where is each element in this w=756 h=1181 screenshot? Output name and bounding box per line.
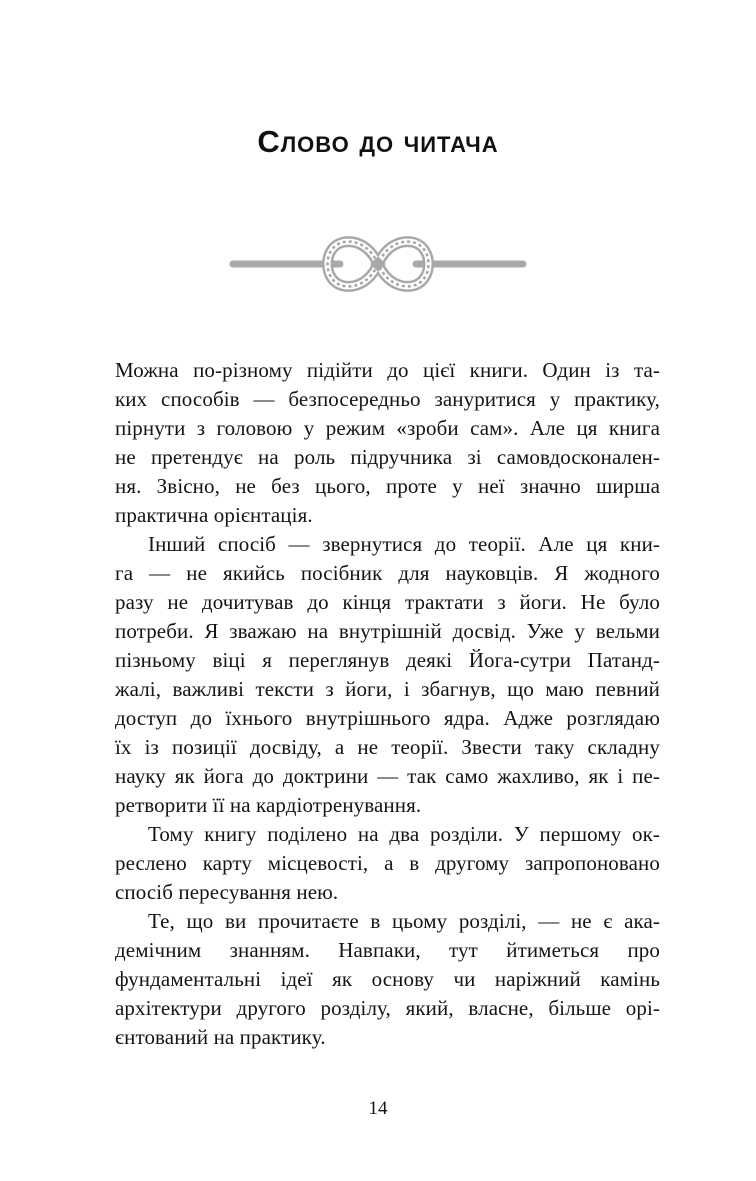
paragraph — [115, 530, 660, 820]
text-line: Тому книгу поділено на два розділи. У першому ок- — [148, 822, 660, 846]
text-line: потреби. Я зважаю на внутрішній досвід. Уже у вельми — [115, 619, 660, 643]
text-line: ня. Звісно, не без цього, проте у неї значно ширша — [115, 474, 660, 498]
text-line: єнтований на практику. — [115, 1025, 326, 1049]
text-line: не претендує на роль підручника зі самовдосконален- — [115, 445, 660, 469]
text-line: демічним знанням. Навпаки, тут йтиметься про — [115, 938, 660, 962]
chapter-title: Слово до читача — [257, 124, 499, 159]
text-line: пірнути з головою у режим «зроби сам». Але ця книга — [115, 416, 660, 440]
text-line: практична орієнтація. — [115, 503, 313, 527]
text-line: науку як йога до доктрини — так само жахливо, як і пе- — [115, 764, 660, 788]
text-line: разу не дочитував до кінця трактати з йоги. Не було — [115, 590, 660, 614]
text-line: пізньому віці я переглянув деякі Йога-сутри Патанд- — [115, 648, 660, 672]
text-line: доступ до їхнього внутрішнього ядра. Адже розглядаю — [115, 706, 660, 730]
text-line: жалі, важливі тексти з йоги, і збагнув, що маю певний — [115, 677, 660, 701]
text-line: Те, що ви прочитаєте в цьому розділі, — не є ака- — [148, 909, 660, 933]
infinity-knot-icon — [228, 232, 528, 296]
text-line: Можна по-різному підійти до цієї книги. Один із та- — [115, 358, 660, 382]
paragraph — [115, 820, 660, 907]
page-number: 14 — [368, 1098, 388, 1119]
text-line: ких способів — безпосередньо зануритися у практику, — [115, 387, 660, 411]
paragraph — [115, 356, 660, 530]
divider-ornament — [228, 232, 528, 296]
text-line: га — не якийсь посібник для науковців. Я жодного — [115, 561, 660, 585]
text-line: Інший спосіб — звернутися до теорії. Але ця кни- — [148, 532, 660, 556]
text-line: спосіб пересування нею. — [115, 880, 339, 904]
text-line: архітектури другого розділу, який, власне, більше орі- — [115, 996, 660, 1020]
paragraph — [115, 907, 660, 1052]
text-line: реслено карту місцевості, а в другому запропоновано — [115, 851, 660, 875]
text-line: їх із позиції досвіду, а не теорії. Звести таку складну — [115, 735, 660, 759]
text-line: фундаментальні ідеї як основу чи наріжний камінь — [115, 967, 660, 991]
text-line: ретворити її на кардіотренування. — [115, 793, 422, 817]
body-text — [115, 356, 660, 1052]
